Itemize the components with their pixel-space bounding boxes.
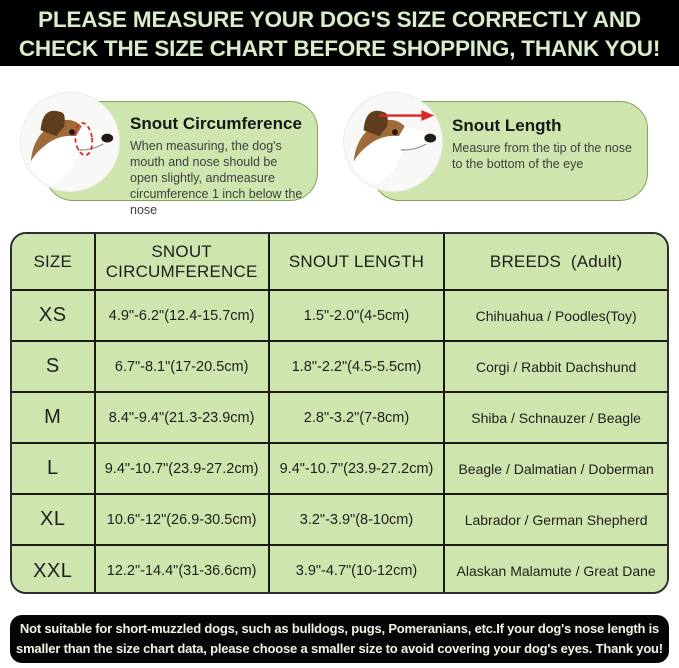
cell-breeds: Shiba / Schnauzer / Beagle [444, 392, 667, 443]
table-row [12, 392, 667, 443]
bottom-note-banner [10, 615, 669, 663]
banner-line-2: CHECK THE SIZE CHART BEFORE SHOPPING, THANK YOU! [18, 36, 661, 61]
cell-size: L [12, 443, 95, 494]
note-line-1: Not suitable for short-muzzled dogs, such as bulldogs, pugs, Pomeranians, etc.If your dog's nose length is [19, 621, 660, 636]
table-row [12, 341, 667, 392]
cell-size: XXL [12, 545, 95, 594]
cell-circumference: 9.4"-10.7"(23.9-27.2cm) [95, 443, 269, 494]
note-line-2: smaller than the size chart data, please choose a smaller size to avoid covering your dog's eyes. Thank you! [16, 641, 663, 656]
table-row [12, 443, 667, 494]
cell-size: XL [12, 494, 95, 545]
cell-circumference: 4.9"-6.2"(12.4-15.7cm) [95, 290, 269, 341]
cell-length: 2.8"-3.2"(7-8cm) [269, 392, 445, 443]
cell-circumference: 10.6"-12"(26.9-30.5cm) [95, 494, 269, 545]
col-header-snout-circumference: SNOUT CIRCUMFERENCE [95, 234, 269, 290]
cell-breeds: Beagle / Dalmatian / Doberman [444, 443, 667, 494]
card-body-text: When measuring, the dog's mouth and nose should be open slightly, andmeasure circumference 1 inch below the nose [130, 139, 303, 217]
col-header-size: SIZE [12, 234, 95, 290]
table-row [12, 494, 667, 545]
dog-snout-circumference-photo [20, 92, 120, 192]
size-chart-table [10, 232, 669, 594]
size-table-body [12, 290, 667, 594]
cell-breeds: Alaskan Malamute / Great Dane [444, 545, 667, 594]
col-header-breeds: BREEDS (Adult) [444, 234, 667, 290]
dog-head-illustration [21, 93, 119, 191]
cell-length: 9.4"-10.7"(23.9-27.2cm) [269, 443, 445, 494]
table-row [12, 290, 667, 341]
cell-length: 1.5"-2.0"(4-5cm) [269, 290, 445, 341]
cell-size: XS [12, 290, 95, 341]
card-body-text: Measure from the tip of the nose to the bottom of the eye [452, 141, 632, 171]
cell-circumference: 6.7"-8.1"(17-20.5cm) [95, 341, 269, 392]
cell-length: 3.2"-3.9"(8-10cm) [269, 494, 445, 545]
cell-circumference: 8.4"-9.4"(21.3-23.9cm) [95, 392, 269, 443]
dog-head-illustration [344, 93, 442, 191]
card-title: Snout Circumference [130, 114, 302, 133]
top-banner [0, 0, 679, 66]
cell-breeds: Labrador / German Shepherd [444, 494, 667, 545]
card-title: Snout Length [452, 116, 562, 135]
cell-size: M [12, 392, 95, 443]
table-header-row [12, 234, 667, 290]
cell-length: 1.8"-2.2"(4.5-5.5cm) [269, 341, 445, 392]
cell-length: 3.9"-4.7"(10-12cm) [269, 545, 445, 594]
dog-snout-length-photo [343, 92, 443, 192]
cell-breeds: Corgi / Rabbit Dachshund [444, 341, 667, 392]
col-header-snout-length: SNOUT LENGTH [269, 234, 445, 290]
cell-breeds: Chihuahua / Poodles(Toy) [444, 290, 667, 341]
table-row [12, 545, 667, 594]
cell-size: S [12, 341, 95, 392]
cell-circumference: 12.2"-14.4"(31-36.6cm) [95, 545, 269, 594]
banner-line-1: PLEASE MEASURE YOUR DOG'S SIZE CORRECTLY AND [38, 7, 641, 32]
